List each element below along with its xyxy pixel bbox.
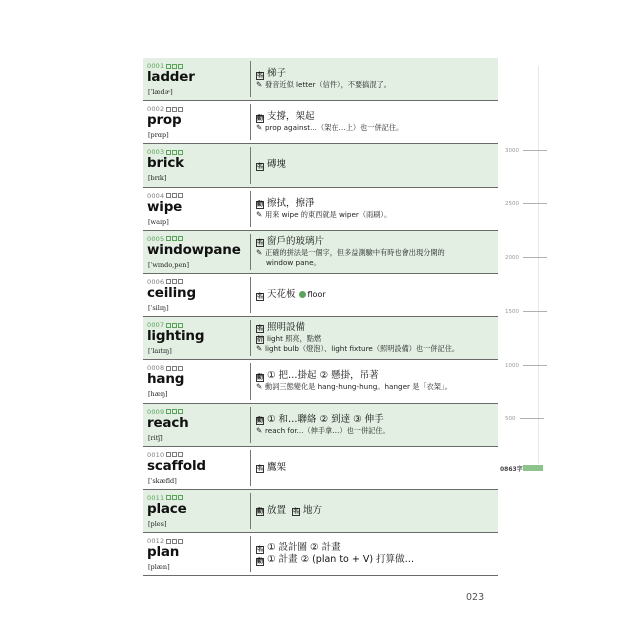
part-of-speech-badge: 名	[293, 508, 300, 516]
entry-body	[256, 231, 494, 273]
tick-line	[523, 311, 547, 312]
part-of-speech-badge: 動	[257, 417, 264, 425]
tick-line	[520, 418, 544, 419]
progress-rule	[538, 66, 539, 464]
entry-number-text: 0009	[147, 407, 165, 416]
entry-head	[147, 274, 247, 316]
checkbox-icon	[166, 107, 171, 112]
headword: lighting	[147, 328, 205, 345]
column-divider	[250, 320, 251, 356]
definition-line	[256, 505, 494, 517]
word-list	[143, 58, 498, 576]
checkbox-icon	[166, 452, 171, 457]
checkbox-icon	[172, 366, 177, 371]
word-entry	[143, 144, 498, 187]
part-of-speech-badge: 名	[257, 292, 264, 300]
checkbox-icon	[178, 107, 183, 112]
headword: windowpane	[147, 241, 241, 258]
entry-body	[256, 144, 494, 186]
progress-marker-label: 0863字	[500, 466, 523, 473]
usage-note	[256, 80, 494, 90]
definition-text: 天花板	[267, 289, 296, 301]
word-entry	[143, 101, 498, 144]
column-divider	[250, 407, 251, 443]
entry-head	[147, 533, 247, 575]
part-of-speech-badge: 動	[257, 373, 264, 381]
entry-number-text: 0005	[147, 234, 165, 243]
checkbox-icon	[178, 193, 183, 198]
tick-line	[523, 257, 547, 258]
part-of-speech-badge: 動	[257, 114, 264, 122]
entry-head	[147, 101, 247, 143]
word-entry	[143, 317, 498, 360]
column-divider	[250, 277, 251, 313]
checkbox-icon	[166, 236, 171, 241]
entry-body	[256, 188, 494, 230]
tick-line	[523, 365, 547, 366]
phonetic: [ˈsilɪŋ]	[148, 303, 169, 312]
word-entry	[143, 490, 498, 533]
entry-body	[256, 533, 494, 575]
definition-line	[256, 111, 494, 123]
part-of-speech-badge: 動	[257, 201, 264, 209]
checkbox-icon	[178, 452, 183, 457]
definition-text: ① 把…掛起 ② 懸掛，吊著	[267, 370, 379, 382]
checkbox-icon	[166, 64, 171, 69]
part-of-speech-badge: 動	[257, 557, 264, 565]
note-text: light bulb（燈泡）、light fixture（照明設備）也一併記住。	[265, 344, 460, 354]
usage-note-continued	[256, 258, 494, 268]
column-divider	[250, 147, 251, 183]
definition-text: 梯子	[267, 68, 287, 80]
note-text: prop against...（架在…上）也一併記住。	[265, 123, 404, 133]
phonetic: [ˈskæfld]	[148, 476, 177, 485]
phonetic: [ples]	[148, 519, 167, 528]
usage-note	[256, 123, 494, 133]
usage-note	[256, 382, 494, 392]
checkbox-icon	[166, 495, 171, 500]
entry-head	[147, 231, 247, 273]
column-divider	[250, 191, 251, 227]
checkbox-icon	[172, 193, 177, 198]
definition-text: ① 設計圖 ② 計畫	[267, 542, 341, 554]
progress-tick	[505, 416, 544, 422]
definition-text: 擦拭，擦淨	[267, 197, 315, 209]
pencil-icon: ✎	[256, 80, 263, 90]
entry-head	[147, 317, 247, 359]
definition-line	[256, 542, 494, 554]
antonym-text: floor	[307, 290, 326, 300]
note-text: 動詞三態變化是 hang-hung-hung。hanger 是「衣架」。	[265, 382, 452, 392]
part-of-speech-badge: 名	[257, 71, 264, 79]
checkbox-icon	[178, 279, 183, 284]
entry-number-text: 0011	[147, 493, 165, 502]
definition-line	[256, 414, 494, 426]
entry-body	[256, 101, 494, 143]
definition-text: 鷹架	[267, 461, 287, 473]
checkbox-icon	[172, 236, 177, 241]
entry-head	[147, 490, 247, 532]
definition-line	[256, 370, 494, 382]
checkbox-icon	[172, 495, 177, 500]
tick-line	[523, 203, 547, 204]
definition-line	[256, 322, 494, 334]
word-entry	[143, 360, 498, 403]
checkbox-icon	[178, 495, 183, 500]
phonetic: [hæŋ]	[148, 390, 168, 399]
progress-marker-bar	[523, 465, 543, 471]
part-of-speech-badge: 動	[257, 508, 264, 516]
definition-text: ① 計畫 ② (plan to + V) 打算做…	[267, 554, 415, 566]
word-entry	[143, 274, 498, 317]
progress-tick-label: 1500	[505, 309, 519, 315]
word-entry	[143, 447, 498, 490]
pencil-icon: ✎	[256, 209, 263, 219]
column-divider	[250, 234, 251, 270]
definition-text: 地方	[303, 504, 323, 516]
definition-text: 放置	[267, 504, 287, 516]
headword: scaffold	[147, 457, 206, 474]
progress-tick	[505, 201, 547, 207]
part-of-speech-badge: 名	[257, 162, 264, 170]
tick-line	[523, 150, 547, 151]
headword: prop	[147, 112, 182, 129]
page-number: 023	[466, 592, 485, 603]
phonetic: [waɪp]	[148, 217, 169, 226]
note-text: 用來 wipe 的東西就是 wiper（雨刷）。	[265, 209, 392, 219]
definition-text: 照明設備	[267, 321, 306, 333]
column-divider	[250, 363, 251, 399]
usage-note	[256, 426, 494, 436]
definition-line	[256, 159, 494, 171]
definition-line	[256, 236, 494, 248]
usage-note	[256, 210, 494, 220]
pencil-icon: ✎	[256, 344, 263, 354]
phonetic: [brɪk]	[148, 174, 167, 183]
word-entry	[143, 58, 498, 101]
checkbox-icon	[172, 279, 177, 284]
phonetic: [ritʃ]	[148, 433, 163, 442]
progress-tick	[505, 148, 547, 154]
checkbox-icon	[178, 236, 183, 241]
antonym-icon	[299, 291, 306, 298]
entry-number-text: 0012	[147, 537, 165, 546]
entry-body	[256, 360, 494, 402]
definition-line	[256, 198, 494, 210]
checkbox-icon	[172, 409, 177, 414]
checkbox-icon	[172, 452, 177, 457]
word-entry	[143, 188, 498, 231]
checkbox-icon	[166, 279, 171, 284]
entry-number-text: 0003	[147, 148, 165, 157]
column-divider	[250, 450, 251, 486]
checkbox-icon	[166, 150, 171, 155]
entry-body	[256, 317, 494, 359]
headword: hang	[147, 371, 185, 388]
pencil-icon: ✎	[256, 425, 263, 435]
phonetic: [ˈlædɚ]	[148, 88, 173, 96]
entry-head	[147, 58, 247, 100]
definition-text: 支撐，架起	[267, 111, 315, 123]
progress-tick-label: 2000	[505, 255, 519, 261]
checkbox-icon	[172, 150, 177, 155]
checkbox-icon	[166, 366, 171, 371]
definition-line	[256, 554, 494, 566]
definition-text: 磚塊	[267, 159, 287, 171]
definition-text: 窗戶的玻璃片	[267, 235, 325, 247]
headword: brick	[147, 155, 184, 172]
entry-head	[147, 144, 247, 186]
entry-number-text: 0001	[147, 62, 165, 70]
note-text: reach for...（伸手拿…）也一併記住。	[265, 425, 390, 435]
pencil-icon: ✎	[256, 247, 263, 257]
part-of-speech-badge: 名	[257, 325, 264, 333]
headword: place	[147, 500, 187, 517]
entry-number-text: 0002	[147, 105, 165, 114]
definition-text: ① 和…聯絡 ② 到達 ③ 伸手	[267, 413, 384, 425]
progress-tick-label: 2500	[505, 201, 519, 207]
entry-head	[147, 447, 247, 489]
definition-line	[256, 68, 494, 80]
pencil-icon: ✎	[256, 123, 263, 133]
word-entry	[143, 404, 498, 447]
note-text: 發音近似 letter（信件），不要搞混了。	[265, 80, 391, 90]
entry-body	[256, 447, 494, 489]
entry-head	[147, 360, 247, 402]
word-entry	[143, 231, 498, 274]
checkbox-icon	[178, 323, 183, 328]
checkbox-icon	[172, 107, 177, 112]
checkbox-icon	[178, 366, 183, 371]
headword: ladder	[147, 69, 195, 85]
progress-tick	[505, 309, 547, 315]
phonetic: [ˈlaɪtɪŋ]	[148, 347, 172, 356]
definition-line	[256, 334, 494, 345]
note-text: window pane。	[266, 257, 321, 267]
headword: plan	[147, 544, 180, 561]
pencil-icon: ✎	[256, 382, 263, 392]
entry-number-text: 0004	[147, 191, 165, 200]
entry-body	[256, 404, 494, 446]
part-of-speech-badge: 名	[257, 465, 264, 473]
phonetic: [plæn]	[148, 563, 170, 572]
column-divider	[250, 493, 251, 529]
checkbox-icon	[172, 539, 177, 544]
entry-body	[256, 274, 494, 316]
checkbox-icon	[178, 539, 183, 544]
checkbox-icon	[172, 323, 177, 328]
column-divider	[250, 61, 251, 97]
definition-line	[256, 289, 494, 301]
entry-body	[256, 58, 494, 100]
progress-tick-label: 3000	[505, 148, 519, 154]
checkbox-icon	[178, 409, 183, 414]
entry-number-text: 0007	[147, 321, 165, 330]
checkbox-icon	[166, 409, 171, 414]
definition-text: light 照亮，點燃	[267, 333, 322, 343]
checkbox-icon	[166, 323, 171, 328]
note-text: 正確的拼法是一個字，但多益測驗中有時也會出現分開的	[265, 247, 445, 257]
column-divider	[250, 536, 251, 572]
part-of-speech-badge: 衍	[257, 336, 264, 344]
headword: wipe	[147, 198, 183, 215]
word-entry	[143, 533, 498, 576]
progress-tick	[505, 255, 547, 261]
progress-tick-label: 1000	[505, 363, 519, 369]
part-of-speech-badge: 名	[257, 545, 264, 553]
headword: reach	[147, 414, 189, 431]
usage-note	[256, 248, 494, 258]
column-divider	[250, 104, 251, 140]
progress-tick	[505, 363, 547, 369]
checkbox-icon	[166, 539, 171, 544]
entry-number-text: 0006	[147, 277, 165, 286]
entry-number-text: 0008	[147, 364, 165, 373]
phonetic: [ˈwɪndo,pen]	[148, 260, 190, 269]
entry-body	[256, 490, 494, 532]
checkbox-icon	[172, 64, 177, 69]
progress-tick-label: 500	[505, 416, 516, 422]
checkbox-icon	[178, 150, 183, 155]
usage-note	[256, 344, 494, 354]
checkbox-icon	[166, 193, 171, 198]
checkbox-icon	[178, 64, 183, 69]
part-of-speech-badge: 名	[257, 239, 264, 247]
definition-line	[256, 462, 494, 474]
headword: ceiling	[147, 284, 196, 301]
phonetic: [prɑp]	[148, 131, 169, 140]
entry-head	[147, 188, 247, 230]
entry-head	[147, 404, 247, 446]
entry-number-text: 0010	[147, 450, 165, 459]
